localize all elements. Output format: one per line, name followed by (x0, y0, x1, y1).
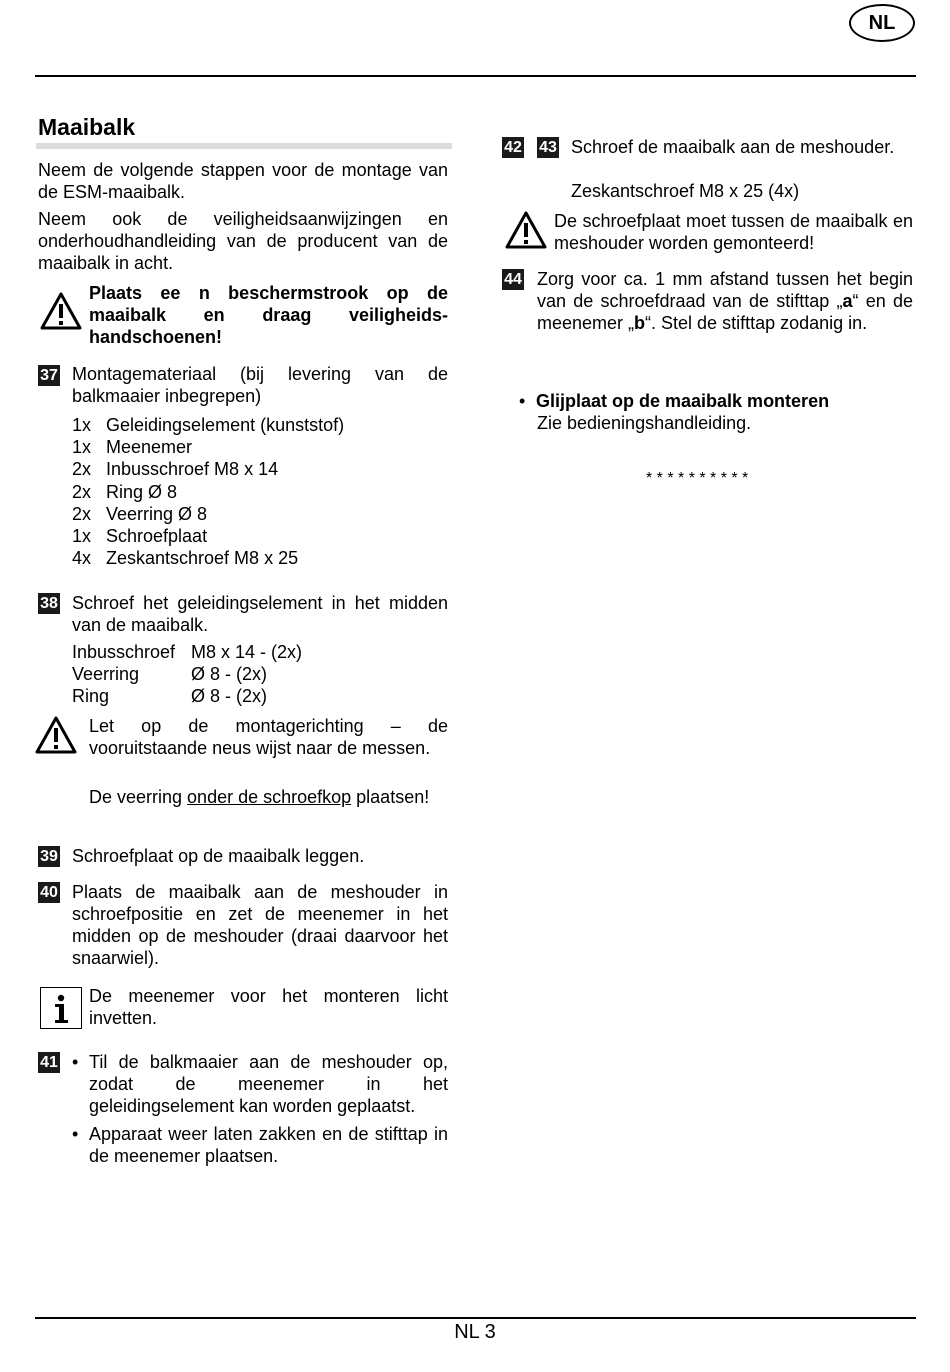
step-43-badge: 43 (537, 137, 559, 158)
step-42-text: Schroef de maaibalk aan de meshouder. (571, 137, 895, 157)
spec-row (72, 663, 448, 685)
parts-name: Veerring Ø 8 (106, 503, 208, 524)
list-item (72, 1051, 448, 1117)
title-underline (36, 143, 452, 149)
step-44-text-part: “. Stel de stifttap zodanig in. (645, 313, 868, 333)
spec-value: Ø 8 - (2x) (191, 664, 268, 685)
step-42-badge: 42 (502, 137, 524, 158)
parts-row (72, 503, 448, 525)
info-text-grease: De meenemer voor het monteren licht invetten. (89, 986, 448, 1028)
step-44-text-part: Zorg voor ca. 1 mm afstand tussen het begin van de schroefdraad van de stifttap „ (537, 269, 913, 311)
screw-spec-list (72, 641, 448, 708)
list-item (72, 1123, 448, 1167)
parts-row (72, 436, 448, 458)
bullet-text: Apparaat weer laten zakken en de stifttap in de meenemer plaatsen. (89, 1124, 448, 1166)
warning-text-direction: Let op de montagerichting – de vooruitstaande neus wijst naar de messen. (89, 716, 448, 758)
list-item (519, 390, 913, 412)
step-37-text: Montagemateriaal (bij levering van de balkmaaier inbegrepen) (72, 364, 448, 406)
spec-value: Ø 8 - (2x) (191, 686, 268, 707)
parts-qty: 4x (72, 548, 92, 569)
step-38-badge: 38 (38, 593, 60, 614)
label-a: a (842, 291, 853, 311)
page-number: NL 3 (454, 1321, 496, 1343)
note-spring-washer (89, 786, 448, 808)
glide-plate-text: Zie bedieningshandleiding. (537, 413, 752, 433)
parts-list (72, 414, 448, 569)
step-39-badge: 39 (38, 846, 60, 867)
parts-row (72, 458, 448, 480)
header-rule (35, 75, 916, 77)
parts-qty: 2x (72, 481, 92, 502)
info-icon (40, 987, 82, 1029)
bullet-text: Til de balkmaaier aan de meshouder op, zodat de meenemer in het geleidingselement kan worden geplaatst. (89, 1052, 448, 1116)
note-text-start: De veerring (89, 787, 188, 807)
step-44-text-part: “ en de meenemer „ (537, 291, 913, 333)
warning-triangle-icon (505, 211, 547, 249)
section-title: Maaibalk (38, 114, 136, 140)
end-stars: * * * * * * * * * * (646, 470, 749, 487)
spec-row (72, 685, 448, 707)
warning-text-protection: Plaats ee n beschermstrook op de maaibalk en draag veiligheids-handschoenen! (89, 283, 448, 347)
parts-qty: 1x (72, 415, 92, 435)
step-37-badge: 37 (38, 365, 60, 386)
intro-paragraph-1: Neem de volgende stappen voor de montage van de ESM-maaibalk. (38, 160, 448, 202)
parts-qty: 1x (72, 437, 92, 458)
intro-paragraph-2: Neem ook de veiligheidsaanwijzingen en onderhoudhandleiding van de producent van de maaibalk in acht. (38, 209, 448, 273)
parts-qty: 1x (72, 526, 92, 547)
warning-triangle-icon (40, 292, 82, 330)
bullet-dot: • (519, 391, 526, 411)
step-39-text: Schroefplaat op de maaibalk leggen. (72, 846, 365, 866)
spec-value: M8 x 14 - (2x) (191, 642, 303, 662)
parts-row (72, 481, 448, 503)
step-40-text: Plaats de maaibalk aan de meshouder in schroefpositie en zet de meenemer in het midden op de meshouder (draai daarvoor het snaarwiel). (72, 882, 448, 968)
parts-row (72, 547, 448, 569)
parts-name: Geleidingselement (kunststof) (106, 415, 345, 435)
warning-triangle-icon (35, 716, 77, 754)
spec-row (72, 641, 448, 663)
parts-name: Zeskantschroef M8 x 25 (106, 548, 299, 569)
parts-qty: 2x (72, 459, 92, 480)
spec-key: Veerring (72, 664, 140, 685)
step-44-text (537, 268, 913, 334)
bullet-dot: • (72, 1124, 79, 1144)
parts-name: Ring Ø 8 (106, 481, 178, 502)
bullet-dot: • (72, 1052, 79, 1072)
parts-qty: 2x (72, 503, 92, 524)
spec-key: Inbusschroef (72, 642, 176, 662)
spec-key: Ring (72, 686, 110, 707)
parts-name: Inbusschroef M8 x 14 (106, 459, 279, 480)
parts-row (72, 525, 448, 547)
note-underlined-text: onder de schroefkop (187, 787, 352, 807)
step-38-text: Schroef het geleidingselement in het midden van de maaibalk. (72, 593, 448, 635)
note-text-end: plaatsen! (351, 787, 430, 807)
glide-plate-heading: Glijplaat op de maaibalk monteren (536, 391, 830, 411)
step-41-badge: 41 (38, 1052, 60, 1073)
language-badge: NL (849, 4, 915, 42)
parts-row (72, 414, 448, 436)
label-b: b (634, 313, 646, 333)
parts-name: Schroefplaat (106, 526, 208, 547)
parts-name: Meenemer (106, 437, 193, 458)
step-42-spec: Zeskantschroef M8 x 25 (4x) (571, 181, 800, 201)
warning-text-plate: De schroefplaat moet tussen de maaibalk en meshouder worden gemonteerd! (554, 211, 913, 253)
step-40-badge: 40 (38, 882, 60, 903)
step-44-badge: 44 (502, 269, 524, 290)
footer-rule (35, 1317, 916, 1319)
